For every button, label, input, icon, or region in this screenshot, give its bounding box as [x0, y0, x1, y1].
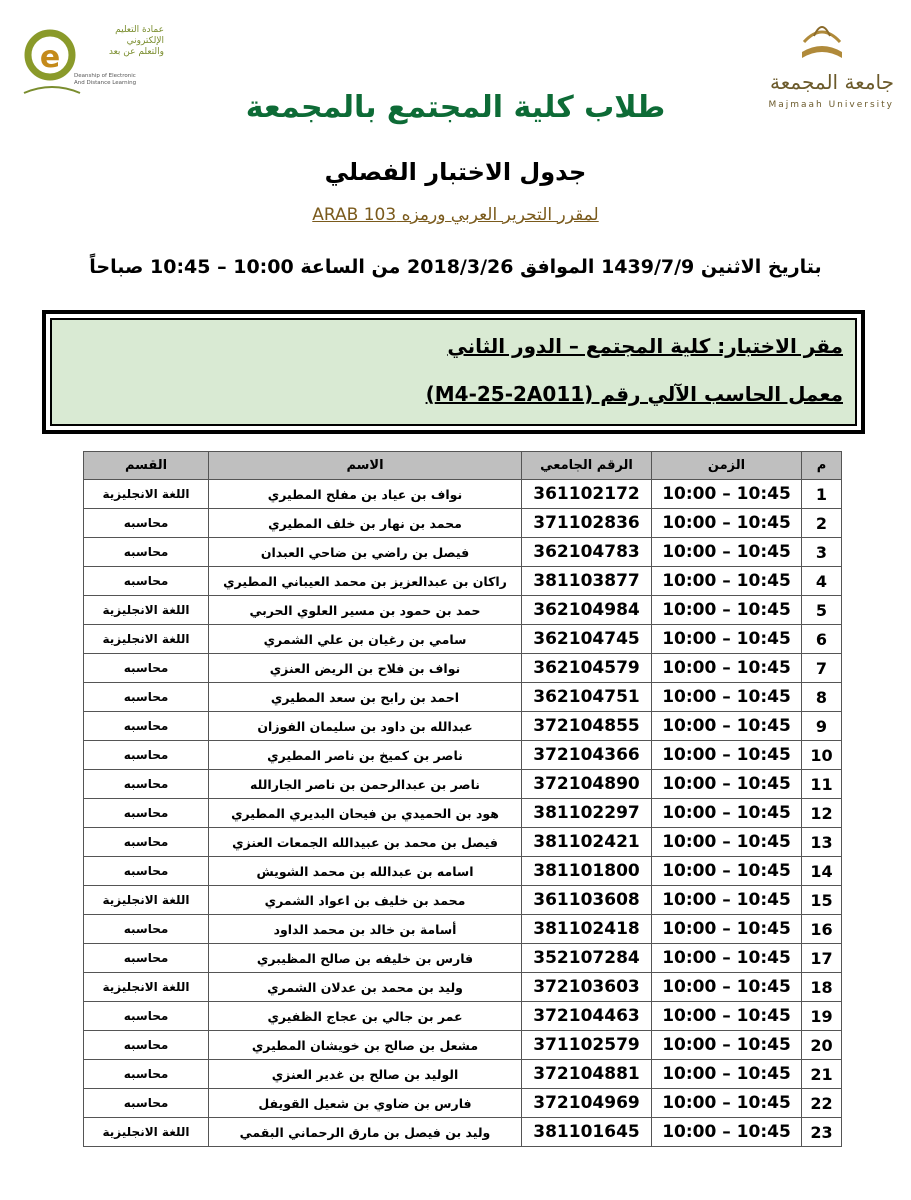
- row-department: محاسبه: [84, 712, 209, 741]
- header-time: الزمن: [652, 452, 802, 480]
- table-row: [84, 973, 842, 1002]
- row-student-name: وليد بن محمد بن عدلان الشمري: [209, 973, 522, 1002]
- row-department: اللغة الانجليزية: [84, 596, 209, 625]
- row-time: 10:00 – 10:45: [652, 1118, 802, 1147]
- table-row: [84, 915, 842, 944]
- deanship-english-text: Deanship of Electronic And Distance Learning: [74, 73, 137, 86]
- venue-location: مقر الاختبار: كلية المجتمع – الدور الثاني: [447, 334, 843, 358]
- row-number: 1: [802, 480, 842, 509]
- table-row: [84, 1118, 842, 1147]
- row-student-name: اسامه بن عبدالله بن محمد الشويش: [209, 857, 522, 886]
- row-student-id: 381101800: [522, 857, 652, 886]
- table-row: [84, 654, 842, 683]
- row-student-name: عمر بن جالي بن عجاج الظفيري: [209, 1002, 522, 1031]
- row-student-id: 372104855: [522, 712, 652, 741]
- row-department: محاسبه: [84, 944, 209, 973]
- schedule-title: جدول الاختبار الفصلي: [324, 158, 587, 186]
- row-number: 8: [802, 683, 842, 712]
- row-student-name: الوليد بن صالح بن غدير العنزي: [209, 1060, 522, 1089]
- header-dept: القسم: [84, 452, 209, 480]
- row-student-name: فارس بن خليفه بن صالح المظيبري: [209, 944, 522, 973]
- university-english-name: Majmaah University: [768, 100, 894, 110]
- table-row: [84, 1031, 842, 1060]
- row-department: اللغة الانجليزية: [84, 625, 209, 654]
- row-time: 10:00 – 10:45: [652, 741, 802, 770]
- row-number: 14: [802, 857, 842, 886]
- row-time: 10:00 – 10:45: [652, 625, 802, 654]
- row-number: 23: [802, 1118, 842, 1147]
- row-time: 10:00 – 10:45: [652, 973, 802, 1002]
- row-time: 10:00 – 10:45: [652, 1089, 802, 1118]
- row-student-id: 372104366: [522, 741, 652, 770]
- row-student-id: 362104579: [522, 654, 652, 683]
- table-row: [84, 509, 842, 538]
- row-department: محاسبه: [84, 857, 209, 886]
- table-row: [84, 770, 842, 799]
- row-time: 10:00 – 10:45: [652, 567, 802, 596]
- venue-box: [42, 310, 865, 434]
- svg-text:e: e: [39, 40, 61, 75]
- row-time: 10:00 – 10:45: [652, 1031, 802, 1060]
- row-time: 10:00 – 10:45: [652, 509, 802, 538]
- row-number: 11: [802, 770, 842, 799]
- row-student-name: أسامة بن خالد بن محمد الداود: [209, 915, 522, 944]
- row-number: 3: [802, 538, 842, 567]
- row-student-name: سامي بن رغيان بن علي الشمري: [209, 625, 522, 654]
- row-student-name: احمد بن رابح بن سعد المطيري: [209, 683, 522, 712]
- row-department: محاسبه: [84, 538, 209, 567]
- venue-lab: معمل الحاسب الآلي رقم (M4-25-2A011): [425, 382, 843, 406]
- row-time: 10:00 – 10:45: [652, 828, 802, 857]
- row-number: 19: [802, 1002, 842, 1031]
- row-time: 10:00 – 10:45: [652, 1002, 802, 1031]
- row-time: 10:00 – 10:45: [652, 1060, 802, 1089]
- header-id: الرقم الجامعي: [522, 452, 652, 480]
- row-number: 9: [802, 712, 842, 741]
- row-student-name: فيصل بن راضي بن ضاحي العبدان: [209, 538, 522, 567]
- row-student-id: 362104984: [522, 596, 652, 625]
- row-department: محاسبه: [84, 654, 209, 683]
- row-department: محاسبه: [84, 683, 209, 712]
- row-number: 2: [802, 509, 842, 538]
- table-header-row: [84, 452, 842, 480]
- row-department: محاسبه: [84, 915, 209, 944]
- row-department: محاسبه: [84, 567, 209, 596]
- row-student-id: 362104751: [522, 683, 652, 712]
- table-row: [84, 1002, 842, 1031]
- table-row: [84, 625, 842, 654]
- book-palm-emblem-icon: [742, 12, 902, 68]
- row-student-id: 372104969: [522, 1089, 652, 1118]
- row-time: 10:00 – 10:45: [652, 886, 802, 915]
- row-time: 10:00 – 10:45: [652, 915, 802, 944]
- row-student-name: وليد بن فيصل بن مارق الرحماني البقمي: [209, 1118, 522, 1147]
- row-time: 10:00 – 10:45: [652, 654, 802, 683]
- row-number: 6: [802, 625, 842, 654]
- row-department: محاسبه: [84, 770, 209, 799]
- row-number: 12: [802, 799, 842, 828]
- exam-datetime: بتاريخ الاثنين 1439/7/9 الموافق 2018/3/26 من الساعة 10:00 – 10:45 صباحاً: [89, 256, 822, 278]
- row-number: 16: [802, 915, 842, 944]
- row-student-name: فارس بن ضاوي بن شعيل القويفل: [209, 1089, 522, 1118]
- row-student-name: ناصر بن كميخ بن ناصر المطيري: [209, 741, 522, 770]
- row-student-id: 372103603: [522, 973, 652, 1002]
- row-student-id: 372104881: [522, 1060, 652, 1089]
- row-time: 10:00 – 10:45: [652, 857, 802, 886]
- page-title: طلاب كلية المجتمع بالمجمعة: [245, 90, 666, 125]
- row-number: 10: [802, 741, 842, 770]
- table-row: [84, 538, 842, 567]
- row-student-name: نواف بن فلاح بن الريض العنزي: [209, 654, 522, 683]
- row-student-id: 361102172: [522, 480, 652, 509]
- deanship-arabic-text: عمادة التعليم الإلكتروني والتعلم عن بعد: [108, 25, 164, 57]
- row-student-name: فيصل بن محمد بن عبيدالله الجمعات العنزي: [209, 828, 522, 857]
- row-department: محاسبه: [84, 799, 209, 828]
- row-time: 10:00 – 10:45: [652, 799, 802, 828]
- row-student-id: 371102579: [522, 1031, 652, 1060]
- row-department: اللغة الانجليزية: [84, 973, 209, 1002]
- row-time: 10:00 – 10:45: [652, 596, 802, 625]
- row-department: محاسبه: [84, 1031, 209, 1060]
- row-student-name: محمد بن خليف بن اعواد الشمري: [209, 886, 522, 915]
- row-time: 10:00 – 10:45: [652, 712, 802, 741]
- row-number: 13: [802, 828, 842, 857]
- row-number: 5: [802, 596, 842, 625]
- row-student-name: راكان بن عبدالعزيز بن محمد العيباني المطيري: [209, 567, 522, 596]
- table-row: [84, 886, 842, 915]
- row-student-id: 381101645: [522, 1118, 652, 1147]
- table-row: [84, 480, 842, 509]
- row-department: محاسبه: [84, 509, 209, 538]
- table-row: [84, 683, 842, 712]
- row-student-id: 381102421: [522, 828, 652, 857]
- row-time: 10:00 – 10:45: [652, 683, 802, 712]
- row-number: 21: [802, 1060, 842, 1089]
- table-row: [84, 828, 842, 857]
- row-number: 17: [802, 944, 842, 973]
- row-student-name: مشعل بن صالح بن خويشان المطيري: [209, 1031, 522, 1060]
- row-student-id: 381102418: [522, 915, 652, 944]
- row-student-id: 381102297: [522, 799, 652, 828]
- row-department: محاسبه: [84, 741, 209, 770]
- table-row: [84, 799, 842, 828]
- row-number: 18: [802, 973, 842, 1002]
- table-row: [84, 1089, 842, 1118]
- course-line: لمقرر التحرير العربي ورمزه ARAB 103: [312, 205, 599, 225]
- row-student-name: ناصر بن عبدالرحمن بن ناصر الجارالله: [209, 770, 522, 799]
- row-student-id: 372104463: [522, 1002, 652, 1031]
- schedule-table: [83, 451, 842, 1147]
- row-time: 10:00 – 10:45: [652, 770, 802, 799]
- row-department: محاسبه: [84, 1002, 209, 1031]
- row-number: 20: [802, 1031, 842, 1060]
- row-student-id: 361103608: [522, 886, 652, 915]
- row-department: محاسبه: [84, 1060, 209, 1089]
- header-name: الاسم: [209, 452, 522, 480]
- row-student-id: 352107284: [522, 944, 652, 973]
- row-student-id: 372104890: [522, 770, 652, 799]
- row-time: 10:00 – 10:45: [652, 538, 802, 567]
- university-arabic-name: جامعة المجمعة: [770, 70, 894, 94]
- row-time: 10:00 – 10:45: [652, 944, 802, 973]
- table-row: [84, 712, 842, 741]
- row-time: 10:00 – 10:45: [652, 480, 802, 509]
- row-student-name: هود بن الحميدي بن فيحان البديري المطيري: [209, 799, 522, 828]
- row-student-id: 362104745: [522, 625, 652, 654]
- row-number: 22: [802, 1089, 842, 1118]
- header-no: م: [802, 452, 842, 480]
- row-number: 7: [802, 654, 842, 683]
- row-student-name: نواف بن عياد بن مفلح المطيري: [209, 480, 522, 509]
- table-row: [84, 741, 842, 770]
- table-row: [84, 857, 842, 886]
- row-student-name: محمد بن نهار بن خلف المطيري: [209, 509, 522, 538]
- row-department: اللغة الانجليزية: [84, 1118, 209, 1147]
- row-number: 15: [802, 886, 842, 915]
- table-row: [84, 1060, 842, 1089]
- row-student-id: 381103877: [522, 567, 652, 596]
- row-number: 4: [802, 567, 842, 596]
- row-student-name: عبدالله بن داود بن سليمان الفوزان: [209, 712, 522, 741]
- row-department: اللغة الانجليزية: [84, 886, 209, 915]
- table-row: [84, 944, 842, 973]
- row-department: اللغة الانجليزية: [84, 480, 209, 509]
- table-row: [84, 596, 842, 625]
- row-student-id: 362104783: [522, 538, 652, 567]
- row-student-name: حمد بن حمود بن مسير العلوي الحربي: [209, 596, 522, 625]
- table-row: [84, 567, 842, 596]
- row-student-id: 371102836: [522, 509, 652, 538]
- row-department: محاسبه: [84, 1089, 209, 1118]
- row-department: محاسبه: [84, 828, 209, 857]
